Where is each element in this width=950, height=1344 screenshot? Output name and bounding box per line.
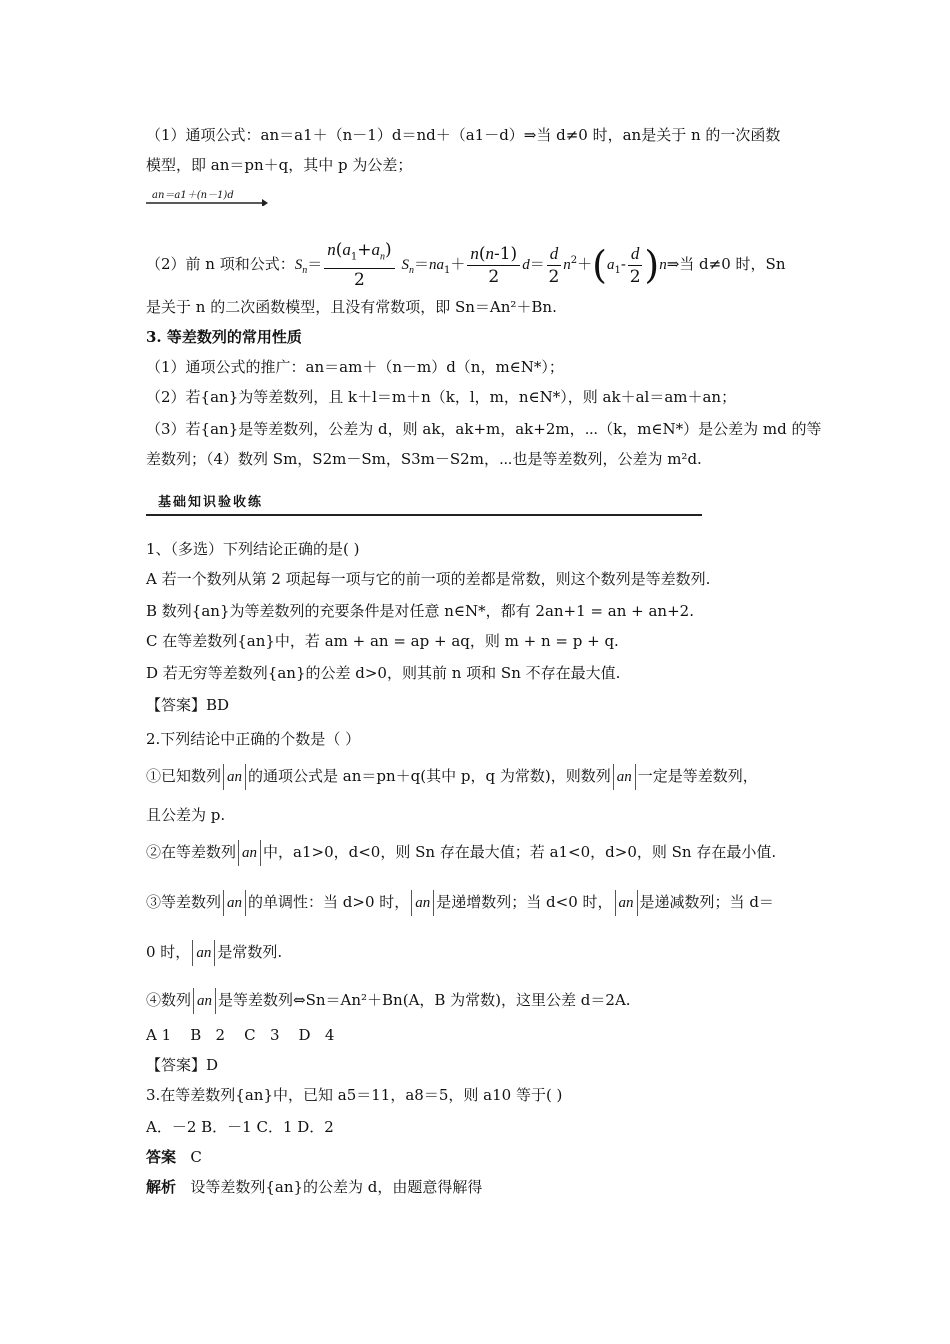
an-sequence: an — [192, 940, 215, 966]
q2-statement-3: ③等差数列 an 的单调性：当 d>0 时， an 是递增数列；当 d<0 时， an 是递减数列；当 d＝ — [146, 890, 810, 916]
sum-fraction-2: $\frac{n(n-1)}{2}$ — [467, 243, 520, 288]
q2-answer: 【答案】D — [146, 1056, 219, 1074]
formula-1-line2: 模型，即 an＝pn＋q，其中 p 为公差； — [146, 156, 413, 174]
q3-analysis-label: 解析 — [146, 1178, 177, 1196]
an-sequence: an — [238, 840, 261, 866]
formula-2-line2: 是关于 n 的二次函数模型，且没有常数项，即 Sn＝An²＋Bn. — [146, 298, 557, 316]
sum-fraction-1: $\frac{n(a_1+a_n)}{2}$ — [324, 239, 394, 291]
q1-option-a: A 若一个数列从第 2 项起每一项与它的前一项的差都是常数，则这个数列是等差数列. — [146, 570, 711, 588]
q3-answer-line — [146, 1146, 810, 1168]
q3-answer-label: 答案 — [146, 1148, 177, 1166]
an-sequence: an — [223, 764, 246, 790]
q3-analysis: 设等差数列{an}的公差为 d，由题意得解得 — [190, 1178, 483, 1196]
sum-fraction-3: $\frac{d}{2}$ — [548, 243, 560, 287]
q2-statement-1-cont: 且公差为 p. — [146, 806, 226, 824]
section-3-p4: 差数列；（4）数列 Sm，S2m－Sm，S3m－S2m，⋯也是等差数列，公差为 m²d. — [146, 450, 702, 468]
q1-option-c: C 在等差数列{an}中，若 am + an = ap + aq，则 m + n = p + q. — [146, 632, 619, 650]
q1-answer: 【答案】BD — [146, 696, 230, 714]
section-header-bar — [146, 488, 702, 516]
q2-statement-4: ④数列 an 是等差数列⇔Sn＝An²＋Bn(A，B 为常数)，这里公差 d＝2A. — [146, 988, 810, 1014]
q1-stem: 1、（多选）下列结论正确的是( ) — [146, 540, 360, 558]
formula-2-tail: ⇒当 d≠0 时，Sn — [666, 255, 786, 273]
formula-1-expr: an＝a1＋（n－1）d＝nd＋（a1－d）⇒当 d≠0 时，an是关于 n 的一次函数 — [260, 126, 781, 144]
q1-option-d: D 若无穷等差数列{an}的公差 d>0，则其前 n 项和 Sn 不存在最大值. — [146, 664, 621, 682]
q1-option-b: B 数列{an}为等差数列的充要条件是对任意 n∈N*，都有 2an+1 = an + an+2. — [146, 602, 694, 620]
q2-statement-3-cont: 0 时， an 是常数列. — [146, 940, 810, 966]
formula-arrow-figure — [146, 190, 268, 206]
q2-statement-1: ①已知数列 an 的通项公式是 an＝pn＋q(其中 p，q 为常数)，则数列 an 一定是等差数列， — [146, 764, 810, 790]
an-sequence: an — [411, 890, 434, 916]
q3-options: A．－2 B．－1 C．1 D．2 — [146, 1118, 334, 1136]
sum-fraction-4: $\frac{d}{2}$ — [629, 243, 641, 287]
arrow-caption: an＝a1＋(n－1)d — [152, 190, 234, 201]
arrow-icon — [146, 190, 268, 206]
an-sequence: an — [193, 988, 216, 1014]
formula-2-line1: （2）前 n 项和公式：$S_n=$ $\frac{n(a_1+a_n)}{2}$ $S_n=na_1+$ $\frac{n(n-1)}{2}$ d＝ $\frac{d}{2}$ $n^2+(a_1-$ $\frac{d}{2}$ )n⇒当 d≠0 时，Sn — [146, 239, 786, 291]
q3-answer: C — [190, 1148, 202, 1166]
section-3-p2: （2）若{an}为等差数列，且 k＋l＝m＋n（k，l，m，n∈N*），则 ak＋al＝am＋an； — [146, 388, 737, 406]
section-header-underline — [146, 514, 702, 516]
formula-1-label: （1）通项公式： — [146, 126, 261, 144]
section-3-p1: （1）通项公式的推广：an＝am＋（n－m）d（n，m∈N*）； — [146, 358, 564, 376]
section-3-title: 3. 等差数列的常用性质 — [146, 328, 302, 346]
q2-statement-2: ②在等差数列 an 中，a1>0，d<0，则 Sn 存在最大值；若 a1<0，d>0，则 Sn 存在最小值. — [146, 840, 810, 866]
an-sequence: an — [223, 890, 246, 916]
formula-1-line1 — [146, 124, 810, 146]
q2-options: A 1 B 2 C 3 D 4 — [146, 1026, 335, 1044]
an-sequence: an — [615, 890, 638, 916]
q3-stem: 3.在等差数列{an}中，已知 a5＝11，a8＝5，则 a10 等于( ) — [146, 1086, 563, 1104]
section-header-title: 基础知识验收练 — [158, 495, 264, 510]
section-3-p3: （3）若{an}是等差数列，公差为 d，则 ak，ak+m，ak+2m，⋯（k，m∈N*）是公差为 md 的等 — [146, 420, 822, 438]
q2-stem: 2.下列结论中正确的个数是（ ） — [146, 730, 361, 748]
an-sequence: an — [613, 764, 636, 790]
formula-2-label: （2）前 n 项和公式： — [146, 255, 295, 273]
q3-analysis-line — [146, 1176, 810, 1198]
